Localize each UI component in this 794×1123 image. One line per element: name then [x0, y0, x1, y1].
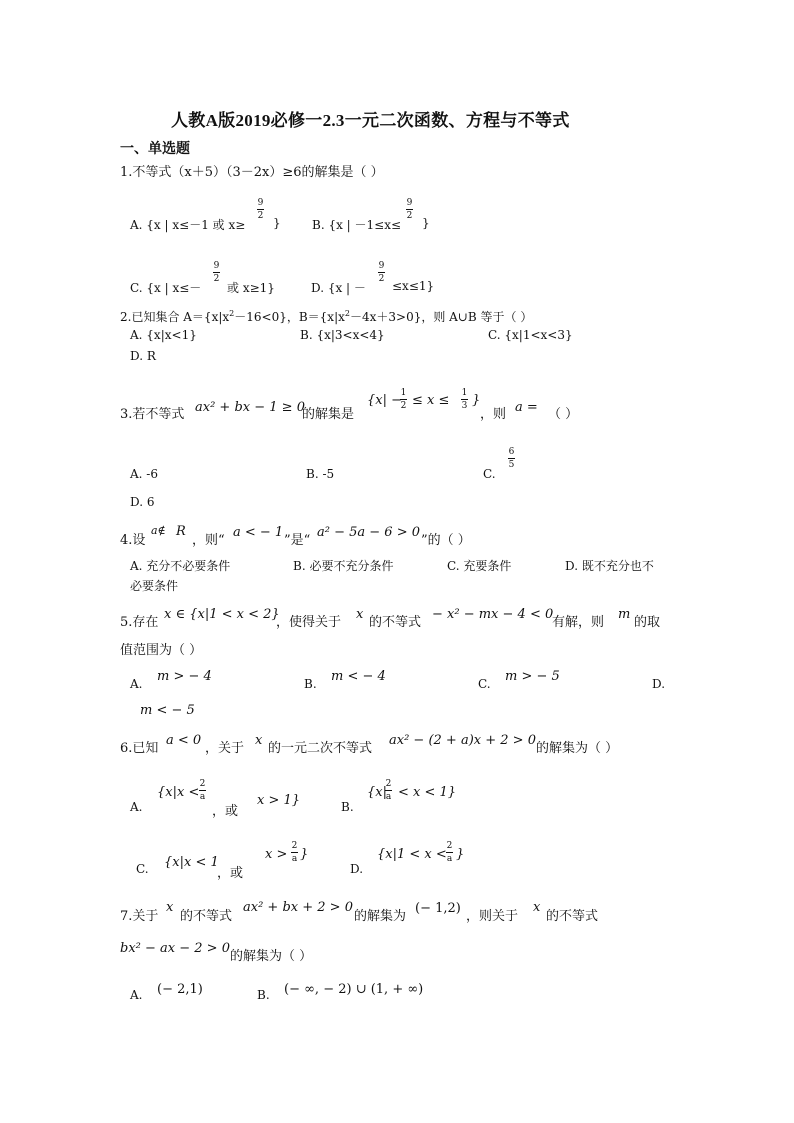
q6-cond: a < 0: [166, 733, 202, 748]
q6-mid2: 的一元二次不等式: [268, 741, 373, 756]
q7-x2: x: [533, 900, 541, 915]
q4-option-b[interactable]: B. 必要不充分条件: [293, 559, 394, 573]
frac-num: 9: [406, 198, 413, 208]
frac-num: 1: [461, 388, 468, 398]
q2-stem-mid: －16<0}，B＝{x|x: [234, 310, 345, 324]
q1-stem: 1.不等式（x＋5）（3－2x）≥6的解集是（ ）: [120, 165, 384, 180]
q5-set: x ∈ {x|1 < x < 2}: [164, 607, 280, 622]
q2-option-d[interactable]: D. R: [130, 349, 156, 363]
q1-a-post: }: [273, 216, 281, 230]
q1-b-pre: B. {x | －1≤x≤: [312, 218, 402, 232]
q1-a-fraction: [257, 198, 264, 221]
q6-c-tail-pre[interactable]: x >: [265, 847, 288, 862]
q2-stem-pre: 2.已知集合 A＝{x|x: [120, 310, 230, 324]
q1-d-post: ≤x≤1}: [392, 279, 435, 293]
frac-num: 2: [291, 841, 298, 851]
q3-inequality: ax² + bx − 1 ≥ 0: [195, 400, 305, 415]
q6-mid1: ，关于: [205, 741, 245, 756]
frac-den: a: [385, 792, 392, 802]
q5-b-label[interactable]: B.: [304, 677, 317, 691]
q5-line2: 值范围为（ ）: [120, 643, 203, 658]
q3-option-d[interactable]: D. 6: [130, 495, 155, 509]
q5-inequality: − x² − mx − 4 < 0: [432, 607, 554, 622]
frac-den: a: [199, 792, 206, 802]
q6-a-tail[interactable]: x > 1}: [257, 793, 301, 808]
frac-den: 2: [257, 211, 264, 221]
q6-d-post[interactable]: }: [456, 847, 465, 862]
q4-mid1: ，则“: [192, 533, 225, 548]
frac-den: 2: [213, 274, 220, 284]
q5-option-b[interactable]: m < − 4: [331, 669, 386, 684]
q5-x: x: [356, 607, 364, 622]
q4-sym2: R: [176, 524, 186, 539]
q7-set: (− 1,2): [415, 901, 461, 916]
q4-option-d-line2[interactable]: 必要条件: [130, 579, 179, 593]
q1-d-fraction: [378, 261, 385, 284]
q7-option-a[interactable]: (− 2,1): [157, 982, 203, 997]
q1-a-pre: A. {x | x≤－1 或 x≥: [130, 218, 246, 232]
frac-den: 2: [378, 274, 385, 284]
q7-pre: 7.关于: [120, 909, 159, 924]
frac-num: 1: [400, 388, 407, 398]
q7-line2-post: 的解集为（ ）: [230, 949, 313, 964]
q1-c-post: 或 x≥1}: [227, 281, 275, 295]
frac-num: 2: [446, 841, 453, 851]
q1-b-post: }: [422, 216, 430, 230]
frac-num: 9: [257, 198, 264, 208]
q1-option-b[interactable]: [312, 216, 401, 233]
q5-mid2: 的不等式: [369, 615, 422, 630]
q6-pre: 6.已知: [120, 741, 159, 756]
q1-d-pre: D. {x | －: [311, 281, 366, 295]
q5-post: 的取: [634, 615, 661, 630]
frac-den: 3: [461, 401, 468, 411]
q4-option-a[interactable]: A. 充分不必要条件: [130, 559, 231, 573]
q6-b-fraction: [385, 779, 392, 802]
q2-stem: [120, 308, 532, 325]
q5-c-label[interactable]: C.: [478, 677, 491, 691]
q4-mid2: ”是“: [284, 533, 311, 548]
frac-num: 2: [385, 779, 392, 789]
q6-a-fraction: [199, 779, 206, 802]
q4-cond1: a < − 1: [233, 525, 284, 540]
q6-b-pre[interactable]: {x|: [367, 785, 387, 800]
q3-paren: （ ）: [548, 407, 579, 422]
q2-sup1: 2: [229, 309, 235, 318]
q3-option-b[interactable]: B. -5: [306, 467, 335, 481]
q5-option-c[interactable]: m > − 5: [505, 669, 560, 684]
q6-c-or: ，或: [217, 866, 244, 881]
q4-post: ”的（ ）: [421, 533, 471, 548]
q7-a-label[interactable]: A.: [130, 988, 143, 1002]
q6-post: 的解集为（ ）: [536, 741, 619, 756]
q5-m: m: [618, 607, 631, 622]
q3-option-c[interactable]: C.: [483, 467, 496, 481]
q3-var: a =: [515, 400, 538, 415]
q6-c-tail-post[interactable]: }: [300, 847, 309, 862]
q1-option-c[interactable]: [130, 279, 201, 296]
page-title: 人教A版2019必修一2.3一元二次函数、方程与不等式: [171, 111, 570, 130]
q6-inequality: ax² − (2 + a)x + 2 > 0: [389, 733, 536, 748]
q5-pre: 5.存在: [120, 615, 159, 630]
frac-den: a: [446, 854, 453, 864]
q7-b-label[interactable]: B.: [257, 988, 270, 1002]
q3-frac1: [400, 388, 407, 411]
q5-d-label[interactable]: D.: [652, 677, 666, 691]
frac-den: a: [291, 854, 298, 864]
q5-mid3: 有解，则: [552, 615, 605, 630]
q6-b-post[interactable]: < x < 1}: [398, 785, 457, 800]
q3-option-a[interactable]: A. -6: [130, 467, 158, 481]
q2-option-b[interactable]: B. {x|3<x<4}: [300, 328, 385, 342]
q3-frac2: [461, 388, 468, 411]
q2-sup2: 2: [344, 309, 350, 318]
frac-den: 2: [400, 401, 407, 411]
q7-mid3: ，则关于: [466, 909, 519, 924]
q6-d-label[interactable]: D.: [350, 862, 364, 876]
q6-d-fraction: [446, 841, 453, 864]
q6-x: x: [255, 733, 263, 748]
q6-a-or: ，或: [212, 804, 239, 819]
q4-sym1: a∉: [151, 524, 166, 537]
q3-set-mid: ≤ x ≤: [412, 393, 450, 408]
q3-set-post: }: [472, 393, 481, 408]
q6-c-fraction: [291, 841, 298, 864]
q1-b-fraction: [406, 198, 413, 221]
q7-line2-inequality: bx² − ax − 2 > 0: [120, 941, 230, 956]
q4-cond2: a² − 5a − 6 > 0: [317, 525, 420, 540]
q3-c-fraction: [508, 447, 515, 470]
q5-option-a[interactable]: m > − 4: [157, 669, 212, 684]
q4-option-d-line1[interactable]: D. 既不充分也不: [565, 559, 654, 573]
q7-inequality: ax² + bx + 2 > 0: [243, 900, 353, 915]
q4-option-c[interactable]: C. 充要条件: [447, 559, 512, 573]
frac-den: 2: [406, 211, 413, 221]
frac-num: 6: [508, 447, 515, 457]
q6-c-label[interactable]: C.: [136, 862, 149, 876]
frac-num: 9: [213, 261, 220, 271]
q7-mid1: 的不等式: [180, 909, 233, 924]
q1-c-pre: C. {x | x≤－: [130, 281, 202, 295]
q5-a-label[interactable]: A.: [130, 677, 143, 691]
q2-option-a[interactable]: A. {x|x<1}: [130, 328, 197, 342]
q7-x: x: [166, 900, 174, 915]
q5-option-d[interactable]: m < − 5: [140, 703, 195, 718]
q3-stem-post: ，则: [480, 407, 507, 422]
q4-pre: 4.设: [120, 533, 146, 548]
q7-mid2: 的解集为: [354, 909, 407, 924]
frac-num: 9: [378, 261, 385, 271]
q6-c-set[interactable]: {x|x < 1: [164, 855, 219, 870]
q6-b-label[interactable]: B.: [341, 800, 354, 814]
section-heading: 一、单选题: [120, 142, 190, 157]
q3-stem-pre: 3.若不等式: [120, 407, 185, 422]
q7-post: 的不等式: [546, 909, 599, 924]
q5-mid1: ，使得关于: [276, 615, 342, 630]
q1-c-fraction: [213, 261, 220, 284]
q1-option-d[interactable]: [311, 279, 366, 296]
q3-stem-mid: 的解集是: [302, 407, 355, 422]
frac-den: 5: [508, 460, 515, 470]
q3-set-pre: {x| −: [367, 393, 403, 408]
q7-option-b[interactable]: (− ∞, − 2) ∪ (1, + ∞): [284, 982, 424, 997]
q2-option-c[interactable]: C. {x|1<x<3}: [488, 328, 573, 342]
q1-option-a[interactable]: [130, 216, 245, 233]
frac-num: 2: [199, 779, 206, 789]
q6-d-pre[interactable]: {x|1 < x <: [377, 847, 447, 862]
q6-a-label[interactable]: A.: [130, 800, 143, 814]
q6-a-set[interactable]: {x|x <: [157, 785, 200, 800]
q2-stem-post: －4x＋3>0}，则 A∪B 等于（ ）: [349, 310, 533, 324]
